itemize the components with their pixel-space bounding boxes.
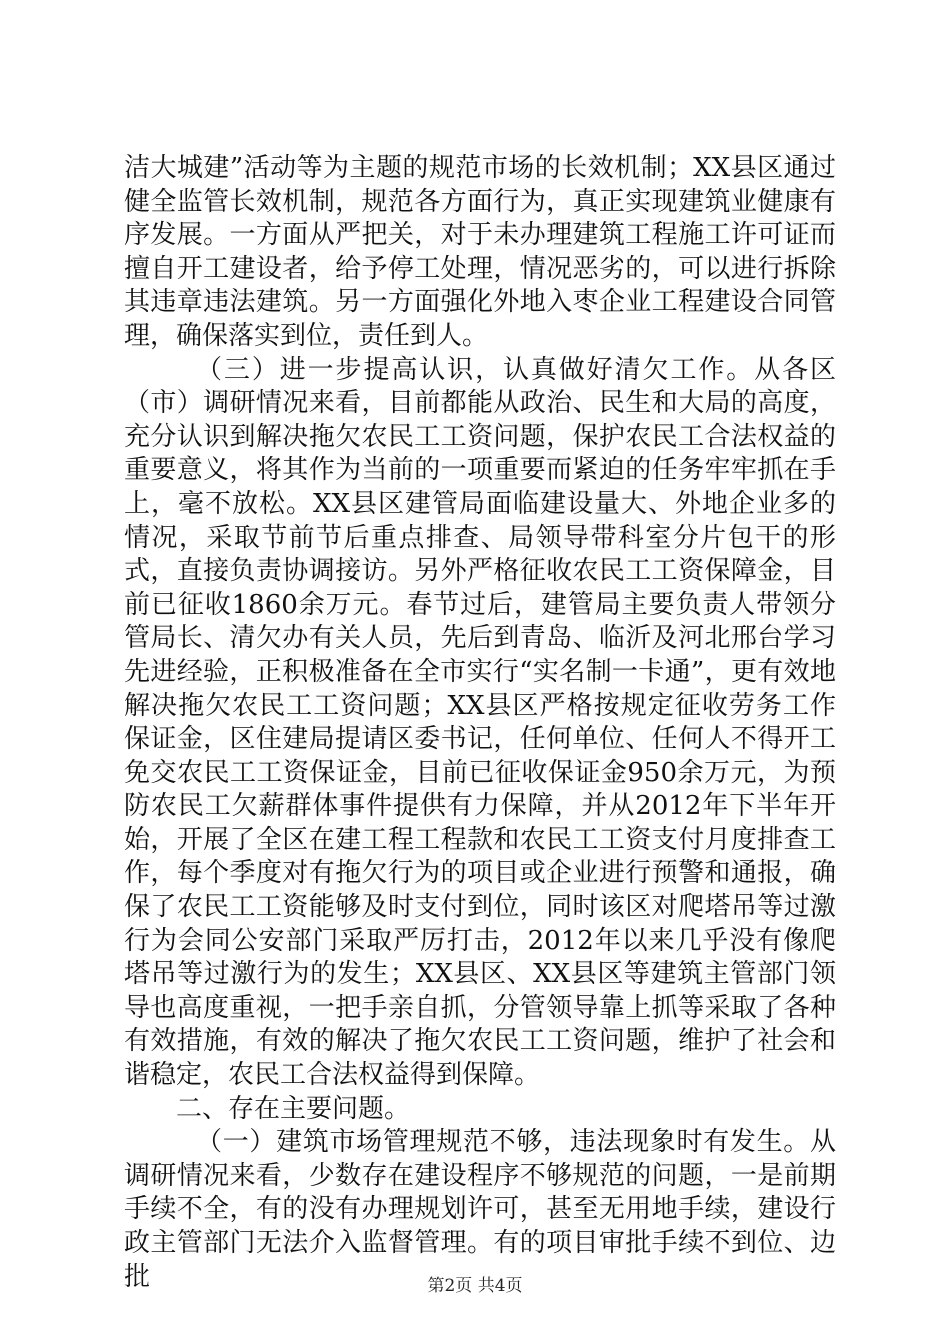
paragraph-problem-one: （一）建筑市场管理规范不够，违法现象时有发生。从调研情况来看，少数存在建设程序不够规范的问题，一是前期手续不全，有的没有办理规划许可，甚至无用地手续，建设行政主管部门无法介入监督管理。有的项目审批手续不到位、边批 [124,1127,836,1292]
section-heading-main-problems: 二、存在主要问题。 [176,1093,411,1124]
paragraph-continuation: 洁大城建”活动等为主题的规范市场的长效机制；XX县区通过健全监管长效机制，规范各方面行为，真正实现建筑业健康有序发展。一方面从严把关，对于未办理建筑工程施工许可证而擅自开工建设者，给予停工处理，情况恶劣的，可以进行拆除其违章违法建筑。另一方面强化外地入枣企业工程建设合同管理，确保落实到位，责任到人。 [124,153,836,351]
document-body [124,152,836,1294]
paragraph-section-three: （三）进一步提高认识，认真做好清欠工作。从各区（市）调研情况来看，目前都能从政治、民生和大局的高度，充分认识到解决拖欠农民工工资问题，保护农民工合法权益的重要意义，将其作为当前的一项重要而紧迫的任务牢牢抓在手上，毫不放松。XX县区建管局面临建设量大、外地企业多的情况，采取节前节后重点排查、局领导带科室分片包干的形式，直接负责协调接访。另外严格征收农民工工资保障金，目前已征收1860余万元。春节过后，建管局主要负责人带领分管局长、清欠办有关人员，先后到青岛、临沂及河北邢台学习先进经验，正积极准备在全市实行“实名制一卡通”，更有效地解决拖欠农民工工资问题；XX县区严格按规定征收劳务工作保证金，区住建局提请区委书记，任何单位、任何人不得开工免交农民工工资保证金，目前已征收保证金950余万元，为预防农民工欠薪群体事件提供有力保障，并从2012年下半年开始，开展了全区在建工程工程款和农民工工资支付月度排查工作，每个季度对有拖欠行为的项目或企业进行预警和通报，确保了农民工工资能够及时支付到位，同时该区对爬塔吊等过激行为会同公安部门采取严厉打击，2012年以来几乎没有像爬塔吊等过激行为的发生；XX县区、XX县区等建筑主管部门领导也高度重视，一把手亲自抓，分管领导靠上抓等采取了各种有效措施，有效的解决了拖欠农民工工资问题，维护了社会和谐稳定，农民工合法权益得到保障。 [124,354,836,1091]
page-number-footer: 第2页 共4页 [427,1276,523,1296]
